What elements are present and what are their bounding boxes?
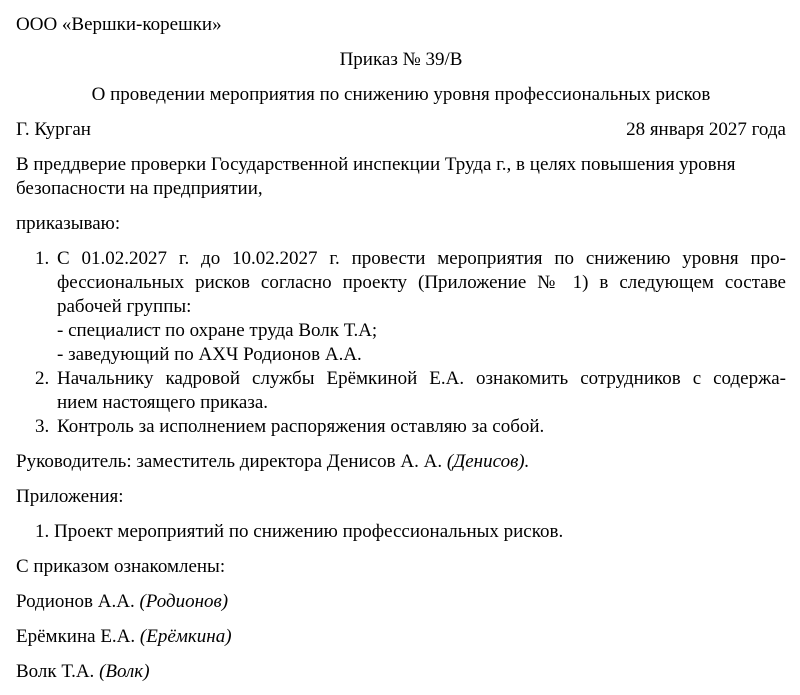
head-signature: (Денисов). — [446, 451, 530, 472]
order-item-line: Начальнику кадровой службы Ерёмкиной Е.А. ознакомить сотрудников с содержа- — [57, 368, 786, 389]
order-item-number: 1. — [35, 248, 50, 269]
place-date-row — [16, 118, 786, 142]
group-member: - специалист по охране труда Волк Т.А; — [57, 320, 378, 341]
familiarized-person — [16, 625, 786, 649]
order-document — [16, 13, 786, 695]
order-item — [35, 367, 786, 415]
order-item-line: Контроль за исполнением распоряжения оставляю за собой. — [57, 416, 545, 437]
order-item-body — [57, 367, 786, 415]
preamble-line: В преддверие проверки Государственной инспекции Труда г., в целях повышения уровня — [16, 154, 736, 175]
order-subject: О проведении мероприятия по снижению уровня профессиональных рисков — [91, 84, 711, 105]
order-item — [35, 415, 786, 439]
organization-name: ООО «Вершки-корешки» — [16, 14, 222, 35]
order-title: Приказ № 39/В — [339, 49, 463, 70]
order-item — [35, 247, 786, 367]
person-signature: (Ерёмкина) — [139, 626, 232, 647]
person-name: Волк Т.А. — [16, 661, 95, 682]
familiarized-title: С приказом ознакомлены: — [16, 556, 226, 577]
appendix-item — [35, 520, 786, 544]
person-signature: (Родионов) — [139, 591, 229, 612]
head-text: Руководитель: заместитель директора Денисов А. А. — [16, 451, 443, 472]
order-items — [16, 247, 786, 439]
head-signature-line — [16, 450, 786, 474]
appendix-item-number: 1. — [35, 521, 50, 542]
decree-word: приказываю: — [16, 213, 121, 234]
order-item-body — [57, 247, 786, 367]
person-signature: (Волк) — [99, 661, 150, 682]
order-place: Г. Курган — [16, 119, 91, 140]
order-item-body — [57, 415, 786, 439]
order-item-number: 3. — [35, 416, 50, 437]
appendix-item-text: Проект мероприятий по снижению профессиональных рисков. — [54, 521, 564, 542]
person-name: Ерёмкина Е.А. — [16, 626, 136, 647]
order-date: 28 января 2027 года — [626, 119, 786, 140]
preamble-line: безопасности на предприятии, — [16, 178, 263, 199]
familiarized-person — [16, 590, 786, 614]
appendix-title: Приложения: — [16, 486, 124, 507]
preamble — [16, 153, 786, 201]
order-item-line: фессиональных рисков согласно проекту (Приложение № 1) в следующем составе — [57, 272, 786, 293]
order-item-line: нием настоящего приказа. — [57, 392, 269, 413]
appendix-list — [16, 520, 786, 544]
person-name: Родионов А.А. — [16, 591, 135, 612]
familiarized-person — [16, 660, 786, 684]
group-member: - заведующий по АХЧ Родионов А.А. — [57, 344, 362, 365]
order-item-number: 2. — [35, 368, 50, 389]
order-item-line: С 01.02.2027 г. до 10.02.2027 г. провести мероприятия по снижению уровня про- — [57, 248, 786, 269]
order-item-line: рабочей группы: — [57, 296, 192, 317]
